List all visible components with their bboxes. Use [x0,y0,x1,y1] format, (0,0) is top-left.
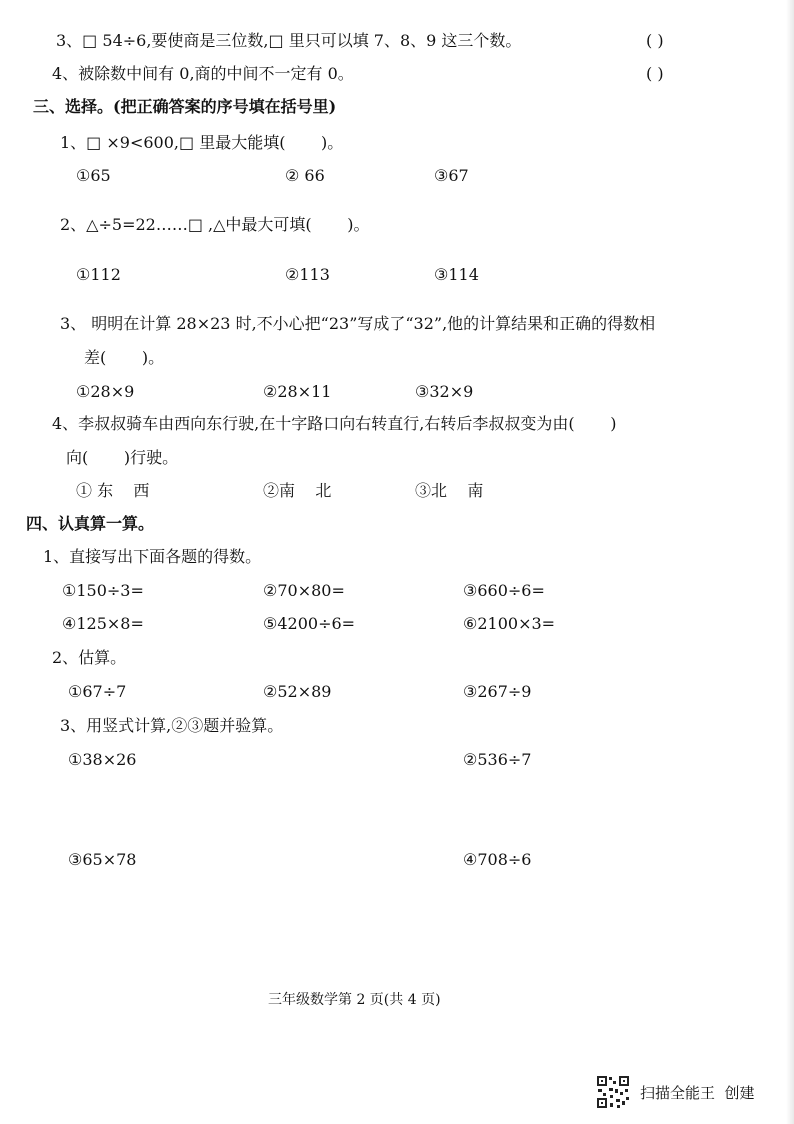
choice-q3-cont: 差( )。 [84,348,165,367]
judge-q3: 3、□ 54÷6,要使商是三位数,□ 里只可以填 7、8、9 这三个数。 [56,31,522,50]
calc-item: ④125×8= [62,614,144,633]
choice-q1-option-3: ③67 [434,166,469,185]
choice-q3-option-3: ③32×9 [415,382,474,401]
choice-q1-option-2: ② 66 [285,166,325,185]
estimate-item: ①67÷7 [68,682,127,701]
calc-part1-title: 1、直接写出下面各题的得数。 [43,547,262,566]
choice-q4-option-1: ① 东 西 [76,481,150,500]
choice-q2: 2、△÷5=22……□ ,△中最大可填( )。 [60,215,370,234]
choice-q3-option-1: ①28×9 [76,382,135,401]
qr-code-icon [596,1075,630,1109]
choice-q4: 4、李叔叔骑车由西向东行驶,在十字路口向右转直行,右转后李叔叔变为由( ) [52,414,617,433]
calc-item: ②70×80= [263,581,345,600]
choice-q3-option-2: ②28×11 [263,382,332,401]
vertical-calc-item: ①38×26 [68,750,137,769]
page-footer: 三年级数学第 2 页(共 4 页) [268,992,441,1008]
scanner-watermark: 扫描全能王 创建 [640,1084,755,1102]
estimate-item: ②52×89 [263,682,332,701]
choice-q4-option-2: ②南 北 [263,481,332,500]
estimate-item: ③267÷9 [463,682,532,701]
choice-q2-option-1: ①112 [76,265,121,284]
choice-q3: 3、 明明在计算 28×23 时,不小心把“23”写成了“32”,他的计算结果和正确的得数相 [60,314,656,333]
choice-q1-option-1: ①65 [76,166,111,185]
answer-bracket[interactable]: ( ) [646,31,664,50]
calc-part3-title: 3、用竖式计算,②③题并验算。 [60,716,284,735]
choice-q2-option-3: ③114 [434,265,479,284]
section-heading-choice: 三、选择。(把正确答案的序号填在括号里) [33,97,337,116]
calc-item: ①150÷3= [62,581,144,600]
choice-q1: 1、□ ×9<600,□ 里最大能填( )。 [60,133,344,152]
scan-edge [786,0,794,1124]
vertical-calc-item: ④708÷6 [463,850,532,869]
calc-item: ③660÷6= [463,581,545,600]
choice-q4-cont: 向( )行驶。 [66,448,179,467]
section-heading-calc: 四、认真算一算。 [26,514,155,533]
choice-q4-option-3: ③北 南 [415,481,484,500]
calc-item: ⑤4200÷6= [263,614,356,633]
choice-q2-option-2: ②113 [285,265,330,284]
answer-bracket[interactable]: ( ) [646,64,664,83]
vertical-calc-item: ③65×78 [68,850,137,869]
calc-item: ⑥2100×3= [463,614,556,633]
vertical-calc-item: ②536÷7 [463,750,532,769]
calc-part2-title: 2、估算。 [52,648,127,667]
judge-q4: 4、被除数中间有 0,商的中间不一定有 0。 [52,64,354,83]
